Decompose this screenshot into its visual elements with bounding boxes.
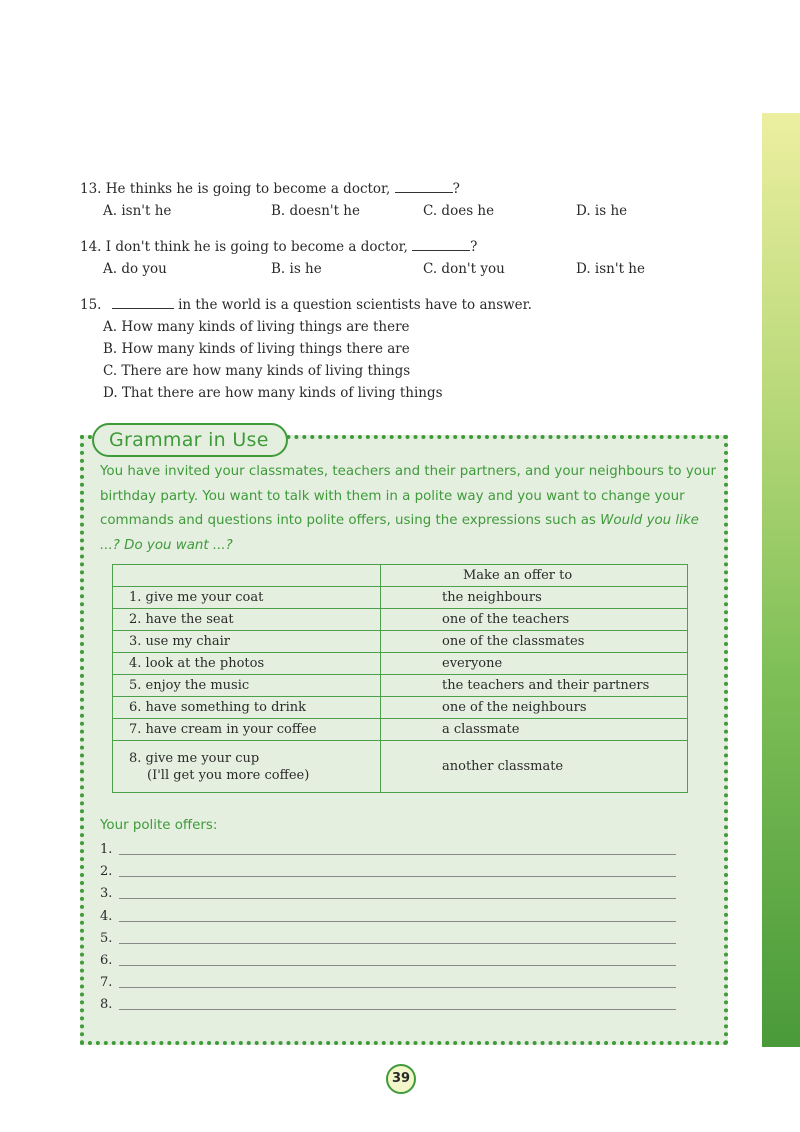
command-text: 8. give me your cup bbox=[129, 750, 260, 766]
question-stem: I don't think he is going to become a doctor, bbox=[105, 239, 408, 255]
line-number: 6. bbox=[100, 952, 113, 968]
answer-lines bbox=[100, 840, 680, 1018]
question-number: 14. bbox=[80, 239, 102, 255]
table-row bbox=[113, 719, 688, 741]
header-empty-cell bbox=[113, 565, 381, 587]
line-number: 4. bbox=[100, 908, 113, 924]
offer-to-cell: another classmate bbox=[381, 741, 688, 793]
question-mark: ? bbox=[452, 181, 460, 197]
option-a: A. How many kinds of living things are there bbox=[103, 319, 410, 335]
option-c: C. There are how many kinds of living things bbox=[103, 363, 411, 379]
answer-line[interactable] bbox=[100, 884, 680, 906]
table-row bbox=[113, 587, 688, 609]
table-row bbox=[113, 741, 688, 793]
answer-line[interactable] bbox=[100, 929, 680, 951]
table-row bbox=[113, 631, 688, 653]
line-number: 2. bbox=[100, 864, 113, 880]
options-row bbox=[80, 258, 680, 280]
question-stem: He thinks he is going to become a doctor, bbox=[105, 181, 391, 197]
polite-offers-label: Your polite offers: bbox=[100, 818, 218, 833]
offer-to-cell: everyone bbox=[381, 653, 688, 675]
option-a: A. isn't he bbox=[103, 203, 172, 219]
offer-to-cell: a classmate bbox=[381, 719, 688, 741]
answer-line[interactable] bbox=[100, 973, 680, 995]
option-a: A. do you bbox=[103, 261, 167, 277]
grammar-intro bbox=[100, 460, 716, 558]
options-row bbox=[80, 200, 680, 222]
option-d: D. is he bbox=[576, 203, 628, 219]
option-b: B. is he bbox=[271, 261, 322, 277]
question-number: 13. bbox=[80, 181, 102, 197]
writing-rule bbox=[119, 898, 676, 899]
answer-line[interactable] bbox=[100, 951, 680, 973]
line-number: 3. bbox=[100, 886, 113, 902]
writing-rule bbox=[119, 854, 676, 855]
intro-italic-expressions: Would you like ...? Do you want ...? bbox=[100, 513, 699, 553]
option-b: B. doesn't he bbox=[271, 203, 360, 219]
answer-line[interactable] bbox=[100, 862, 680, 884]
command-cell: 2. have the seat bbox=[113, 609, 381, 631]
offer-to-cell: the teachers and their partners bbox=[381, 675, 688, 697]
option-d: D. That there are how many kinds of living things bbox=[103, 385, 443, 401]
command-cell bbox=[113, 741, 381, 793]
table-row bbox=[113, 653, 688, 675]
command-cell: 4. look at the photos bbox=[113, 653, 381, 675]
question-13 bbox=[80, 178, 680, 222]
offer-to-cell: one of the teachers bbox=[381, 609, 688, 631]
writing-rule bbox=[119, 876, 676, 877]
answer-blank bbox=[112, 297, 174, 309]
side-color-tab bbox=[762, 113, 800, 1047]
writing-rule bbox=[119, 987, 676, 988]
command-cell: 1. give me your coat bbox=[113, 587, 381, 609]
writing-rule bbox=[119, 1009, 676, 1010]
table-row bbox=[113, 697, 688, 719]
answer-blank bbox=[395, 181, 453, 193]
writing-rule bbox=[119, 943, 676, 944]
option-b: B. How many kinds of living things there are bbox=[103, 341, 410, 357]
offer-to-cell: one of the neighbours bbox=[381, 697, 688, 719]
question-14 bbox=[80, 236, 680, 280]
line-number: 1. bbox=[100, 842, 113, 857]
command-cell: 6. have something to drink bbox=[113, 697, 381, 719]
question-number: 15. bbox=[80, 297, 102, 313]
page-number: 39 bbox=[386, 1064, 416, 1094]
line-number: 7. bbox=[100, 975, 113, 991]
table-header-row bbox=[113, 565, 688, 587]
option-c: C. don't you bbox=[423, 261, 505, 277]
writing-rule bbox=[119, 921, 676, 922]
intro-text: You have invited your classmates, teachers and their partners, and your neighbours to your birthday party. You want to talk with them in a polite way and you want to change your commands and questions into polite offers, using the expressions such as bbox=[100, 464, 716, 528]
question-15 bbox=[80, 294, 532, 404]
command-cell: 3. use my chair bbox=[113, 631, 381, 653]
answer-line[interactable] bbox=[100, 995, 680, 1017]
line-number: 5. bbox=[100, 930, 113, 946]
option-c: C. does he bbox=[423, 203, 495, 219]
question-mark: ? bbox=[470, 239, 478, 255]
table-row bbox=[113, 609, 688, 631]
offer-to-cell: the neighbours bbox=[381, 587, 688, 609]
grammar-title: Grammar in Use bbox=[92, 423, 288, 457]
line-number: 8. bbox=[100, 997, 113, 1013]
answer-line[interactable] bbox=[100, 840, 680, 862]
command-subtext: (I'll get you more coffee) bbox=[147, 767, 310, 783]
command-cell: 7. have cream in your coffee bbox=[113, 719, 381, 741]
question-stem: in the world is a question scientists have to answer. bbox=[178, 297, 532, 313]
table-row bbox=[113, 675, 688, 697]
header-offer-to: Make an offer to bbox=[381, 565, 688, 587]
answer-blank bbox=[412, 239, 470, 251]
answer-line[interactable] bbox=[100, 907, 680, 929]
option-d: D. isn't he bbox=[576, 261, 645, 277]
command-cell: 5. enjoy the music bbox=[113, 675, 381, 697]
offers-table bbox=[112, 564, 688, 793]
offer-to-cell: one of the classmates bbox=[381, 631, 688, 653]
writing-rule bbox=[119, 965, 676, 966]
